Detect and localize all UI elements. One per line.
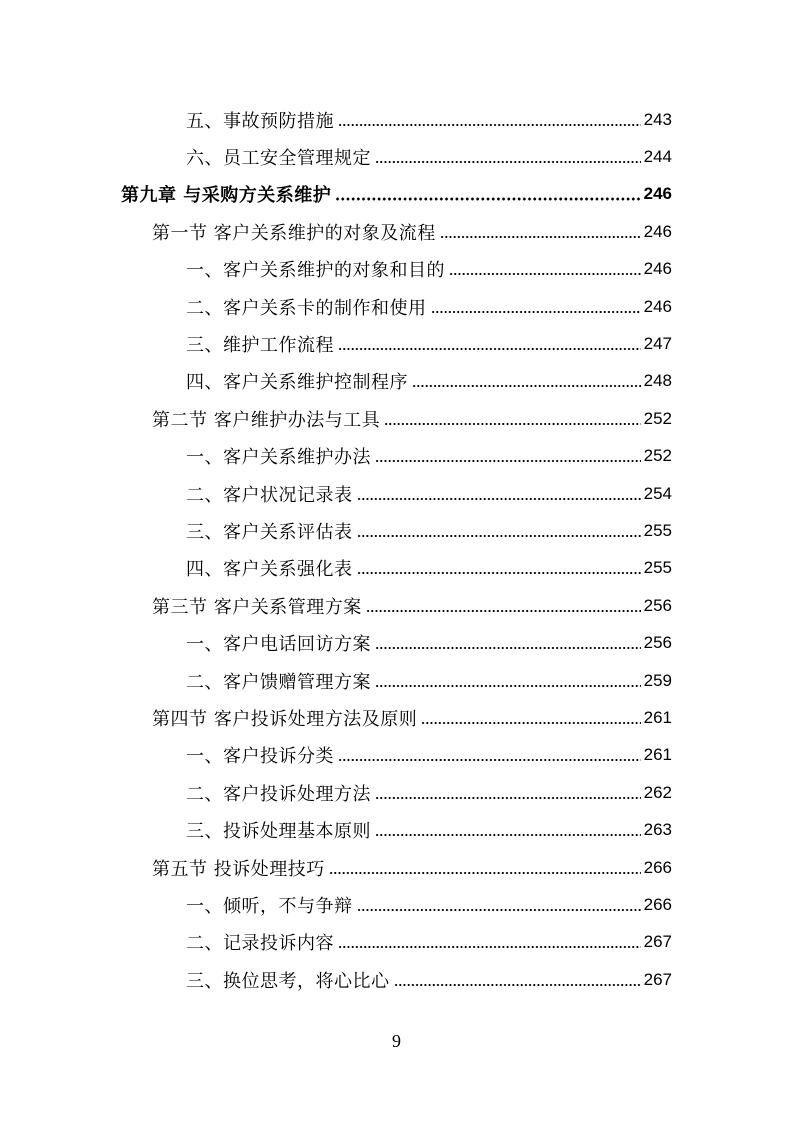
toc-entry-item[interactable] bbox=[0, 512, 793, 549]
toc-dot-leader bbox=[338, 945, 641, 949]
toc-entry-section[interactable] bbox=[0, 699, 793, 736]
toc-dot-leader bbox=[375, 684, 641, 688]
toc-entry-page-number: 259 bbox=[643, 670, 672, 690]
toc-entry-page-number: 252 bbox=[643, 408, 672, 428]
toc-entry-title: 第二节 客户维护办法与工具 bbox=[152, 409, 381, 431]
toc-entry-page-number: 246 bbox=[643, 296, 672, 316]
toc-entry-chapter[interactable] bbox=[0, 176, 793, 213]
toc-entry-page-number: 246 bbox=[643, 259, 672, 279]
toc-entry-item[interactable] bbox=[0, 101, 793, 138]
toc-entry-page-number: 267 bbox=[643, 969, 672, 989]
toc-entry-title: 二、客户状况记录表 bbox=[186, 484, 353, 506]
toc-dot-leader bbox=[335, 197, 640, 201]
toc-entry-page-number: 263 bbox=[643, 820, 672, 840]
toc-entry-item[interactable] bbox=[0, 475, 793, 512]
toc-entry-title: 一、客户关系维护的对象和目的 bbox=[186, 260, 445, 282]
toc-entry-item[interactable] bbox=[0, 961, 793, 998]
toc-dot-leader bbox=[357, 497, 641, 501]
toc-entry-item[interactable] bbox=[0, 251, 793, 288]
toc-entry-page-number: 266 bbox=[643, 857, 672, 877]
toc-dot-leader bbox=[431, 310, 641, 314]
toc-entry-item[interactable] bbox=[0, 924, 793, 961]
toc-entry-title: 五、事故预防措施 bbox=[186, 110, 334, 132]
toc-entry-title: 一、客户电话回访方案 bbox=[186, 634, 371, 656]
toc-entry-item[interactable] bbox=[0, 325, 793, 362]
toc-entry-title: 四、客户关系强化表 bbox=[186, 559, 353, 581]
toc-entry-title: 二、记录投诉内容 bbox=[186, 933, 334, 955]
toc-entry-title: 三、客户关系评估表 bbox=[186, 521, 353, 543]
toc-entry-page-number: 256 bbox=[643, 633, 672, 653]
toc-entry-title: 一、客户投诉分类 bbox=[186, 746, 334, 768]
toc-entry-title: 第一节 客户关系维护的对象及流程 bbox=[152, 222, 436, 244]
toc-dot-leader bbox=[394, 983, 641, 987]
toc-entry-item[interactable] bbox=[0, 811, 793, 848]
toc-entry-page-number: 262 bbox=[643, 782, 672, 802]
toc-entry-title: 二、客户关系卡的制作和使用 bbox=[186, 297, 427, 319]
toc-entry-title: 二、客户投诉处理方法 bbox=[186, 783, 371, 805]
toc-entry-page-number: 254 bbox=[643, 483, 672, 503]
toc-entry-title: 一、客户关系维护办法 bbox=[186, 447, 371, 469]
toc-dot-leader bbox=[338, 347, 641, 351]
toc-dot-leader bbox=[375, 459, 641, 463]
toc-entry-item[interactable] bbox=[0, 550, 793, 587]
toc-entry-section[interactable] bbox=[0, 400, 793, 437]
toc-entry-title: 三、换位思考，将心比心 bbox=[186, 970, 390, 992]
toc-dot-leader bbox=[338, 123, 641, 127]
toc-dot-leader bbox=[384, 422, 640, 426]
page-number: 9 bbox=[392, 1031, 401, 1051]
toc-entry-page-number: 267 bbox=[643, 932, 672, 952]
toc-dot-leader bbox=[375, 160, 641, 164]
toc-entry-item[interactable] bbox=[0, 363, 793, 400]
toc-entry-section[interactable] bbox=[0, 849, 793, 886]
toc-dot-leader bbox=[338, 758, 641, 762]
toc-entry-item[interactable] bbox=[0, 138, 793, 175]
toc-dot-leader bbox=[357, 908, 641, 912]
toc-entry-section[interactable] bbox=[0, 587, 793, 624]
toc-dot-leader bbox=[357, 534, 641, 538]
toc-entry-page-number: 266 bbox=[643, 894, 672, 914]
toc-entry-title: 三、投诉处理基本原则 bbox=[186, 821, 371, 843]
toc-entry-item[interactable] bbox=[0, 624, 793, 661]
toc-entry-section[interactable] bbox=[0, 213, 793, 250]
toc-dot-leader bbox=[357, 571, 641, 575]
toc-dot-leader bbox=[421, 721, 640, 725]
toc-entry-title: 第四节 客户投诉处理方法及原则 bbox=[152, 708, 418, 730]
toc-dot-leader bbox=[366, 609, 641, 613]
toc-entry-title: 第九章 与采购方关系维护 bbox=[121, 185, 332, 207]
toc-entry-title: 一、倾听，不与争辩 bbox=[186, 895, 353, 917]
toc-entry-item[interactable] bbox=[0, 662, 793, 699]
toc-entry-page-number: 244 bbox=[643, 147, 672, 167]
toc-entry-page-number: 252 bbox=[643, 446, 672, 466]
toc-entry-page-number: 247 bbox=[643, 334, 672, 354]
toc-entry-page-number: 255 bbox=[643, 520, 672, 540]
toc-dot-leader bbox=[375, 833, 641, 837]
toc-dot-leader bbox=[412, 384, 641, 388]
toc-entry-page-number: 246 bbox=[643, 221, 672, 241]
toc-entry-page-number: 261 bbox=[643, 707, 672, 727]
toc-dot-leader bbox=[449, 272, 641, 276]
toc-entry-page-number: 256 bbox=[643, 595, 672, 615]
toc-dot-leader bbox=[375, 796, 641, 800]
toc-dot-leader bbox=[440, 235, 641, 239]
toc-entry-page-number: 243 bbox=[643, 109, 672, 129]
toc-entry-item[interactable] bbox=[0, 737, 793, 774]
toc-entry-title: 六、员工安全管理规定 bbox=[186, 148, 371, 170]
toc-entry-item[interactable] bbox=[0, 886, 793, 923]
toc-entry-title: 第三节 客户关系管理方案 bbox=[152, 596, 362, 618]
toc-dot-leader bbox=[375, 646, 641, 650]
toc-entry-title: 三、维护工作流程 bbox=[186, 335, 334, 357]
toc-entry-page-number: 255 bbox=[643, 558, 672, 578]
toc-entry-item[interactable] bbox=[0, 288, 793, 325]
table-of-contents bbox=[0, 101, 793, 998]
toc-entry-title: 第五节 投诉处理技巧 bbox=[152, 858, 325, 880]
toc-entry-item[interactable] bbox=[0, 438, 793, 475]
toc-entry-page-number: 261 bbox=[643, 745, 672, 765]
toc-entry-page-number: 248 bbox=[643, 371, 672, 391]
toc-entry-title: 四、客户关系维护控制程序 bbox=[186, 372, 408, 394]
toc-entry-page-number: 246 bbox=[643, 184, 672, 204]
toc-entry-item[interactable] bbox=[0, 774, 793, 811]
toc-entry-title: 二、客户馈赠管理方案 bbox=[186, 671, 371, 693]
toc-dot-leader bbox=[329, 871, 641, 875]
